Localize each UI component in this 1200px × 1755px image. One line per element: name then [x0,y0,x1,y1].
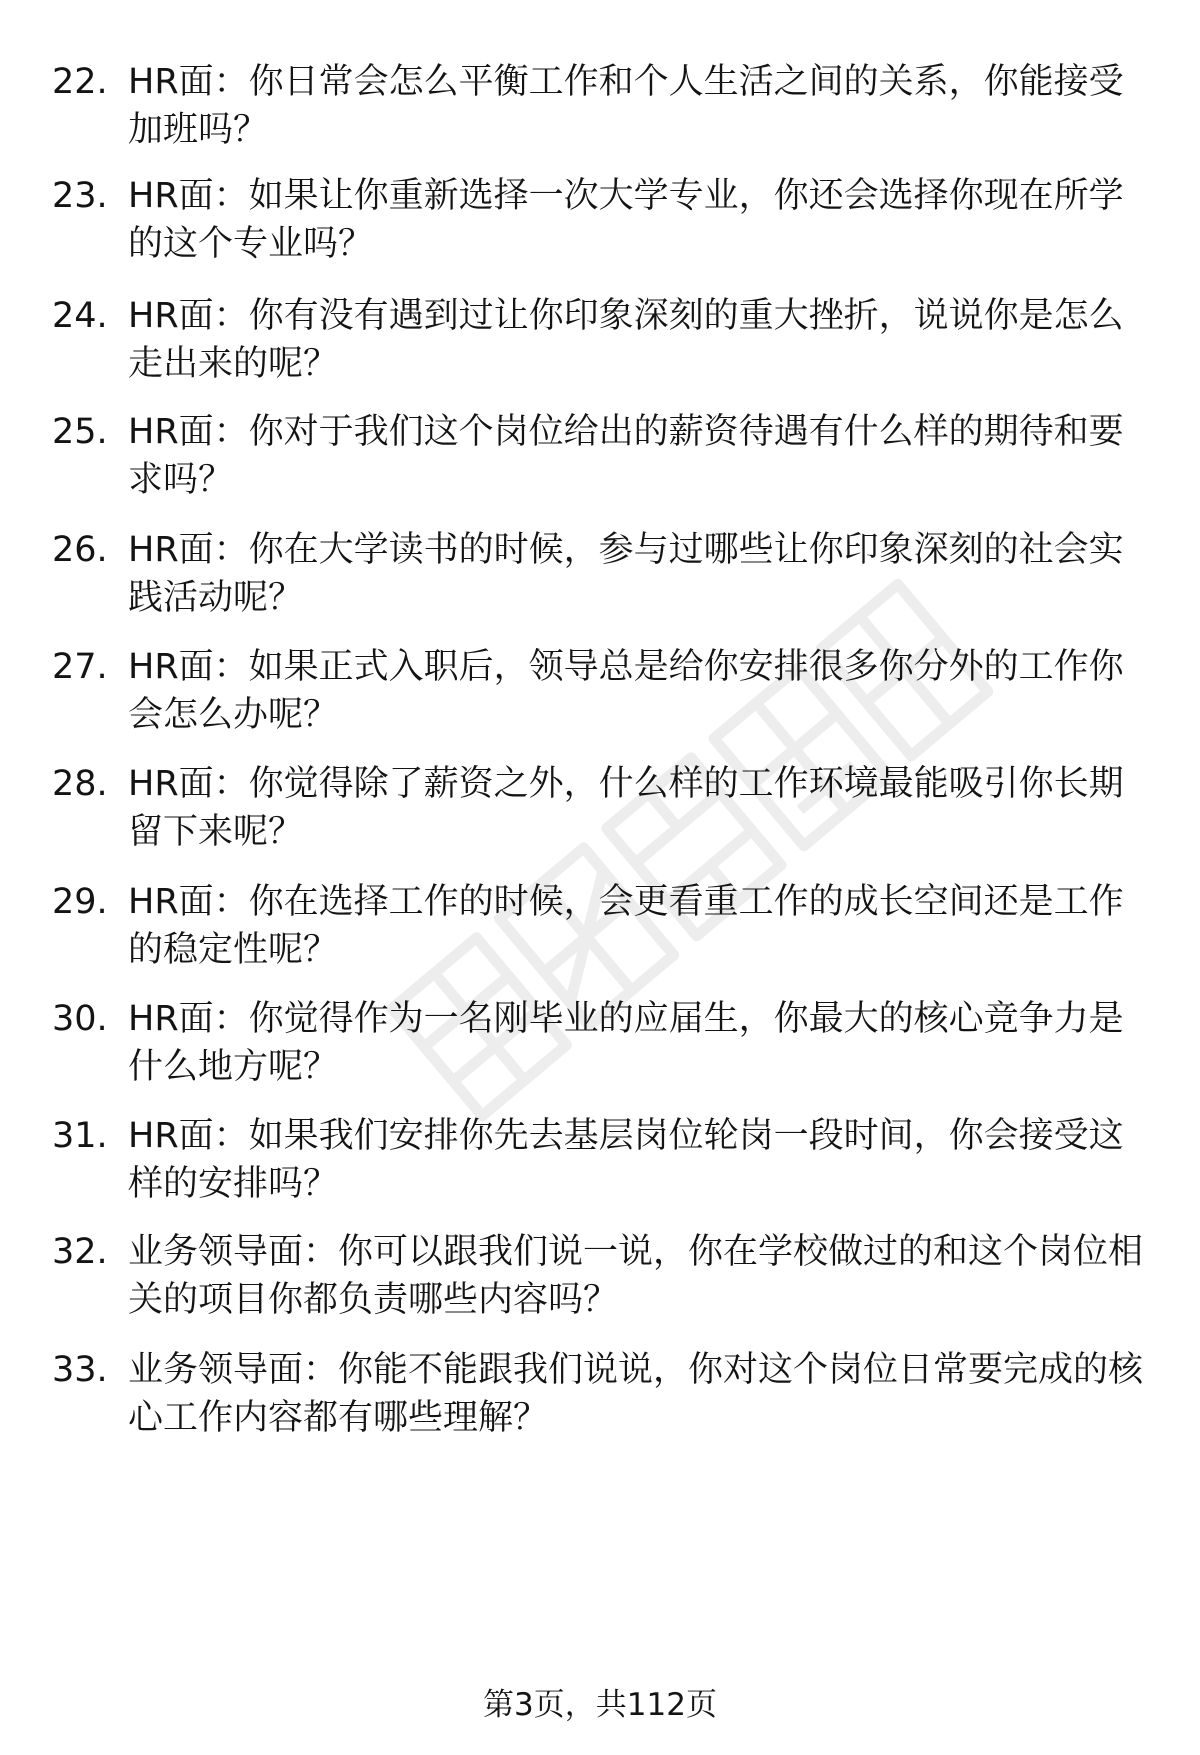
question-number: 31. [52,1116,108,1156]
question-text: HR面：如果让你重新选择一次大学专业，你还会选择你现在所学的这个专业吗？ [128,176,1124,264]
question-text: HR面：你在选择工作的时候，会更看重工作的成长空间还是工作的稳定性呢？ [128,882,1124,970]
question-text: HR面：你日常会怎么平衡工作和个人生活之间的关系，你能接受加班吗？ [128,62,1124,150]
question-number: 22. [52,62,108,102]
question-text: 业务领导面：你能不能跟我们说说，你对这个岗位日常要完成的核心工作内容都有哪些理解？ [128,1350,1144,1438]
question-number: 24. [52,296,108,336]
question-text: HR面：你在大学读书的时候，参与过哪些让你印象深刻的社会实践活动呢？ [128,530,1124,618]
question-number: 32. [52,1232,108,1272]
question-number: 30. [52,999,108,1039]
question-number: 26. [52,530,108,570]
question-text: HR面：你觉得作为一名刚毕业的应届生，你最大的核心竞争力是什么地方呢？ [128,999,1124,1087]
question-text: HR面：你有没有遇到过让你印象深刻的重大挫折，说说你是怎么走出来的呢？ [128,296,1124,384]
page-footer: 第3页，共112页 [483,1687,717,1723]
question-text: HR面：如果我们安排你先去基层岗位轮岗一段时间，你会接受这样的安排吗？ [128,1116,1124,1204]
question-text: HR面：你对于我们这个岗位给出的薪资待遇有什么样的期待和要求吗？ [128,412,1124,500]
question-number: 28. [52,764,108,804]
question-number: 29. [52,882,108,922]
question-text: 业务领导面：你可以跟我们说一说，你在学校做过的和这个岗位相关的项目你都负责哪些内容吗？ [128,1232,1144,1320]
question-text: HR面：你觉得除了薪资之外，什么样的工作环境最能吸引你长期留下来呢？ [128,764,1124,852]
question-number: 33. [52,1350,108,1390]
question-text: HR面：如果正式入职后，领导总是给你安排很多你分外的工作你会怎么办呢？ [128,647,1124,735]
question-number: 23. [52,176,108,216]
question-number: 25. [52,412,108,452]
question-number: 27. [52,647,108,687]
